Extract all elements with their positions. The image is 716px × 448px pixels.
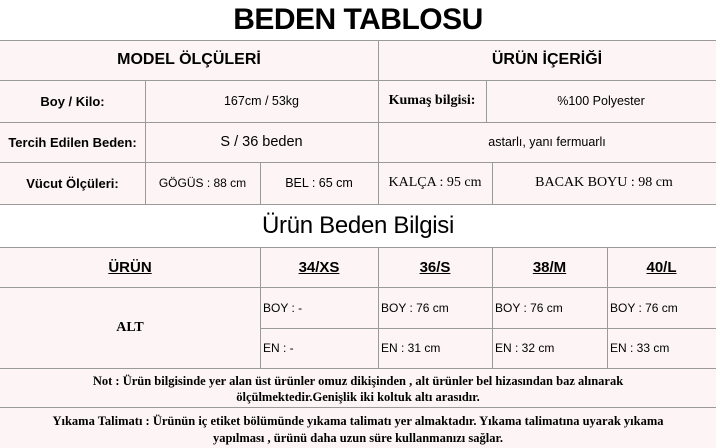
kumas-label: Kumaş bilgisi: [388, 93, 476, 108]
wash-line-1: Yıkama Talimatı : Ürünün iç etiket bölümünde yıkama talimatı yer almaktadır. Yıkama talimatına uyarak yıkama [52, 414, 664, 428]
boy-kilo-value: 167cm / 53kg [223, 94, 300, 108]
boy-s: BOY : 76 cm [381, 300, 449, 315]
product-header: ÜRÜN [108, 258, 152, 276]
page-title: BEDEN TABLOSU [0, 0, 716, 40]
kalca-value: KALÇA : 95 cm [388, 175, 482, 190]
boy-l: BOY : 76 cm [610, 300, 678, 315]
note-line-1: Not : Ürün bilgisinde yer alan üst ürünler omuz dikişinden , alt ürünler bel hizasından baz alınarak [92, 374, 624, 388]
en-l: EN : 33 cm [610, 341, 670, 355]
section-title: Ürün Beden Bilgisi [0, 205, 716, 247]
content-detail: astarlı, yanı fermuarlı [488, 135, 606, 149]
product-name: ALT [116, 319, 144, 335]
wash-line-2: yapılması , ürünü daha uzun süre kullanmanızı sağlar. [212, 431, 504, 445]
en-m: EN : 32 cm [495, 341, 555, 355]
tercih-label: Tercih Edilen Beden: [8, 134, 137, 150]
divider [0, 368, 716, 369]
boy-kilo-label: Boy / Kilo: [40, 93, 105, 109]
bacak-value: BACAK BOYU : 98 cm [535, 175, 673, 190]
gogus-value: GÖGÜS : 88 cm [158, 176, 247, 190]
boy-m: BOY : 76 cm [495, 300, 563, 315]
en-s: EN : 31 cm [381, 341, 441, 355]
size-header-xs: 34/XS [298, 258, 340, 276]
model-header: MODEL ÖLÇÜLERİ [117, 51, 261, 68]
size-header-m: 38/M [532, 258, 567, 276]
note-line-2: ölçülmektedir.Genişlik iki koltuk altı arasıdır. [236, 390, 480, 404]
divider [0, 407, 716, 408]
bel-value: BEL : 65 cm [285, 176, 353, 190]
size-header-l: 40/L [646, 258, 677, 276]
en-xs: EN : - [263, 341, 294, 355]
vucut-label: Vücut Ölçüleri: [26, 175, 119, 191]
content-header: ÜRÜN İÇERİĞİ [491, 51, 603, 68]
boy-xs: BOY : - [263, 300, 303, 315]
kumas-value: %100 Polyester [557, 94, 645, 108]
tercih-value: S / 36 beden [220, 134, 303, 150]
size-header-s: 36/S [419, 258, 451, 276]
